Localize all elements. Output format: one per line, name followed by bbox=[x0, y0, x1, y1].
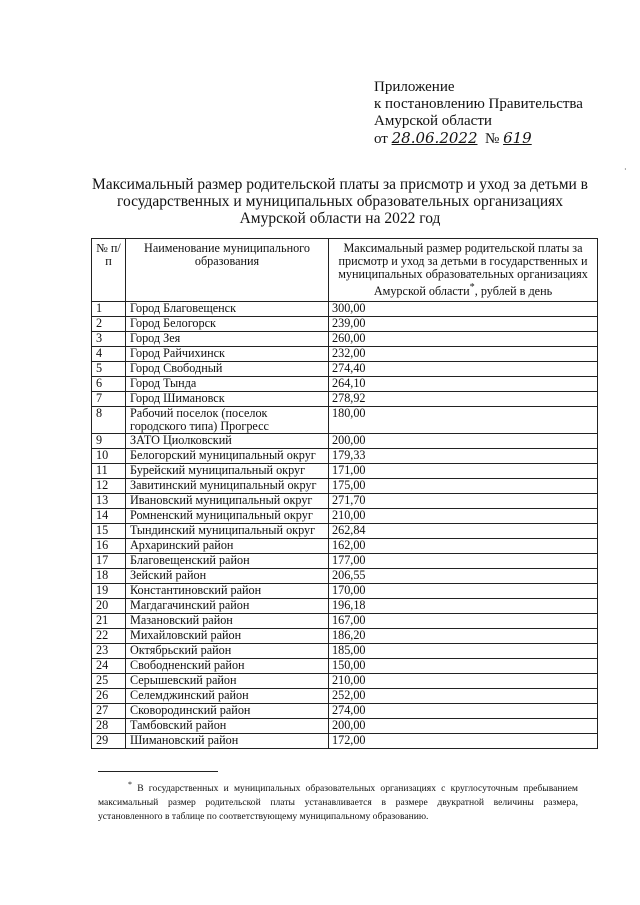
row-number: 25 bbox=[92, 674, 126, 689]
row-number: 21 bbox=[92, 614, 126, 629]
table-row bbox=[92, 392, 598, 407]
row-value: 171,00 bbox=[329, 464, 598, 479]
row-number: 10 bbox=[92, 449, 126, 464]
row-name: Константиновский район bbox=[126, 584, 329, 599]
title-line-1: Максимальный размер родительской платы за присмотр и уход за детьми в bbox=[92, 176, 588, 193]
row-name: Город Белогорск bbox=[126, 317, 329, 332]
table-row bbox=[92, 494, 598, 509]
header-num: № п/п bbox=[92, 239, 126, 302]
row-value: 196,18 bbox=[329, 599, 598, 614]
table-row bbox=[92, 569, 598, 584]
table-row bbox=[92, 674, 598, 689]
table-row bbox=[92, 449, 598, 464]
row-name: Тамбовский район bbox=[126, 719, 329, 734]
table-row bbox=[92, 599, 598, 614]
row-value: 260,00 bbox=[329, 332, 598, 347]
row-value: 274,00 bbox=[329, 704, 598, 719]
row-name: Белогорский муниципальный округ bbox=[126, 449, 329, 464]
row-value: 278,92 bbox=[329, 392, 598, 407]
number-prefix: № bbox=[485, 131, 500, 147]
table-row bbox=[92, 644, 598, 659]
row-number: 3 bbox=[92, 332, 126, 347]
row-number: 7 bbox=[92, 392, 126, 407]
row-value: 200,00 bbox=[329, 719, 598, 734]
row-name: Город Шимановск bbox=[126, 392, 329, 407]
header-value-mark: * bbox=[469, 282, 475, 293]
footnote-divider bbox=[98, 771, 218, 772]
row-number: 29 bbox=[92, 734, 126, 749]
table-row bbox=[92, 734, 598, 749]
table-row bbox=[92, 629, 598, 644]
row-number: 19 bbox=[92, 584, 126, 599]
row-name: ЗАТО Циолковский bbox=[126, 434, 329, 449]
row-value: 200,00 bbox=[329, 434, 598, 449]
fees-table bbox=[91, 238, 598, 749]
row-name: Шимановский район bbox=[126, 734, 329, 749]
row-number: 17 bbox=[92, 554, 126, 569]
annex-line-1: Приложение bbox=[374, 79, 455, 95]
table-row bbox=[92, 584, 598, 599]
row-number: 2 bbox=[92, 317, 126, 332]
row-number: 12 bbox=[92, 479, 126, 494]
row-name: Город Зея bbox=[126, 332, 329, 347]
row-number: 4 bbox=[92, 347, 126, 362]
row-value: 210,00 bbox=[329, 674, 598, 689]
annex-block bbox=[374, 79, 583, 148]
row-value: 179,33 bbox=[329, 449, 598, 464]
row-name: Селемджинский район bbox=[126, 689, 329, 704]
row-name: Октябрьский район bbox=[126, 644, 329, 659]
table-row bbox=[92, 332, 598, 347]
table-row bbox=[92, 434, 598, 449]
row-value: 172,00 bbox=[329, 734, 598, 749]
header-value-text: Максимальный размер родительской платы за присмотр и уход за детьми в государственных и муниципальных образовательных организациях Амурской области bbox=[338, 241, 588, 299]
row-number: 24 bbox=[92, 659, 126, 674]
row-name: Бурейский муниципальный округ bbox=[126, 464, 329, 479]
table-row bbox=[92, 479, 598, 494]
table-row bbox=[92, 407, 598, 434]
row-name: Город Свободный bbox=[126, 362, 329, 377]
table-row bbox=[92, 347, 598, 362]
table-row bbox=[92, 317, 598, 332]
table-row bbox=[92, 509, 598, 524]
row-name: Завитинский муниципальный округ bbox=[126, 479, 329, 494]
row-value: 170,00 bbox=[329, 584, 598, 599]
row-number: 8 bbox=[92, 407, 126, 434]
title-line-2: государственных и муниципальных образовательных организациях bbox=[116, 193, 564, 210]
footnote bbox=[98, 778, 578, 824]
row-name: Город Тында bbox=[126, 377, 329, 392]
number-value: 619 bbox=[503, 129, 532, 147]
row-name: Рабочий поселок (поселок городского типа) Прогресс bbox=[126, 407, 329, 434]
row-value: 185,00 bbox=[329, 644, 598, 659]
table-row bbox=[92, 377, 598, 392]
row-value: 177,00 bbox=[329, 554, 598, 569]
date-prefix: от bbox=[374, 131, 388, 147]
table-row bbox=[92, 614, 598, 629]
table-row bbox=[92, 704, 598, 719]
table-body bbox=[92, 302, 598, 749]
row-number: 13 bbox=[92, 494, 126, 509]
table-row bbox=[92, 464, 598, 479]
row-number: 20 bbox=[92, 599, 126, 614]
document-title bbox=[60, 176, 620, 227]
row-name: Тындинский муниципальный округ bbox=[126, 524, 329, 539]
row-number: 6 bbox=[92, 377, 126, 392]
row-number: 9 bbox=[92, 434, 126, 449]
header-value-suffix: , рублей в день bbox=[474, 284, 553, 299]
row-value: 175,00 bbox=[329, 479, 598, 494]
annex-date-line bbox=[374, 130, 583, 148]
row-number: 26 bbox=[92, 689, 126, 704]
row-number: 27 bbox=[92, 704, 126, 719]
header-value bbox=[329, 239, 598, 302]
row-value: 300,00 bbox=[329, 302, 598, 317]
row-name: Ромненский муниципальный округ bbox=[126, 509, 329, 524]
row-value: 186,20 bbox=[329, 629, 598, 644]
row-number: 1 bbox=[92, 302, 126, 317]
row-name: Город Райчихинск bbox=[126, 347, 329, 362]
row-number: 15 bbox=[92, 524, 126, 539]
edge-mark: · bbox=[624, 165, 627, 174]
table-row bbox=[92, 524, 598, 539]
row-value: 162,00 bbox=[329, 539, 598, 554]
header-name: Наименование муниципального образования bbox=[126, 239, 329, 302]
row-value: 252,00 bbox=[329, 689, 598, 704]
row-value: 232,00 bbox=[329, 347, 598, 362]
row-number: 16 bbox=[92, 539, 126, 554]
annex-line-3: Амурской области bbox=[374, 113, 492, 129]
table-row bbox=[92, 689, 598, 704]
row-number: 18 bbox=[92, 569, 126, 584]
row-name: Город Благовещенск bbox=[126, 302, 329, 317]
annex-line-2: к постановлению Правительства bbox=[374, 96, 583, 112]
row-number: 22 bbox=[92, 629, 126, 644]
row-name: Свободненский район bbox=[126, 659, 329, 674]
row-value: 150,00 bbox=[329, 659, 598, 674]
row-value: 167,00 bbox=[329, 614, 598, 629]
row-name: Серышевский район bbox=[126, 674, 329, 689]
row-value: 274,40 bbox=[329, 362, 598, 377]
footnote-text: В государственных и муниципальных образовательных организациях с круглосуточным пребыванием максимальный размер родительской платы устанавливается в размере двукратной величины размера, установленного в таблице по соответствующему муниципальному образованию. bbox=[98, 783, 578, 823]
table-header-row bbox=[92, 239, 598, 302]
row-number: 5 bbox=[92, 362, 126, 377]
row-value: 239,00 bbox=[329, 317, 598, 332]
row-number: 11 bbox=[92, 464, 126, 479]
row-name: Мазановский район bbox=[126, 614, 329, 629]
table-row bbox=[92, 362, 598, 377]
row-value: 180,00 bbox=[329, 407, 598, 434]
row-name: Сковородинский район bbox=[126, 704, 329, 719]
table-row bbox=[92, 539, 598, 554]
row-value: 271,70 bbox=[329, 494, 598, 509]
row-value: 206,55 bbox=[329, 569, 598, 584]
footnote-mark: * bbox=[128, 780, 132, 789]
row-name: Архаринский район bbox=[126, 539, 329, 554]
row-value: 264,10 bbox=[329, 377, 598, 392]
row-number: 14 bbox=[92, 509, 126, 524]
table-row bbox=[92, 302, 598, 317]
table-row bbox=[92, 659, 598, 674]
row-name: Магдагачинский район bbox=[126, 599, 329, 614]
date-value: 28.06.2022 bbox=[391, 129, 478, 147]
table-row bbox=[92, 719, 598, 734]
row-name: Ивановский муниципальный округ bbox=[126, 494, 329, 509]
table-row bbox=[92, 554, 598, 569]
row-number: 28 bbox=[92, 719, 126, 734]
row-name: Благовещенский район bbox=[126, 554, 329, 569]
row-name: Михайловский район bbox=[126, 629, 329, 644]
row-value: 210,00 bbox=[329, 509, 598, 524]
row-number: 23 bbox=[92, 644, 126, 659]
row-value: 262,84 bbox=[329, 524, 598, 539]
title-line-3: Амурской области на 2022 год bbox=[239, 210, 441, 227]
row-name: Зейский район bbox=[126, 569, 329, 584]
